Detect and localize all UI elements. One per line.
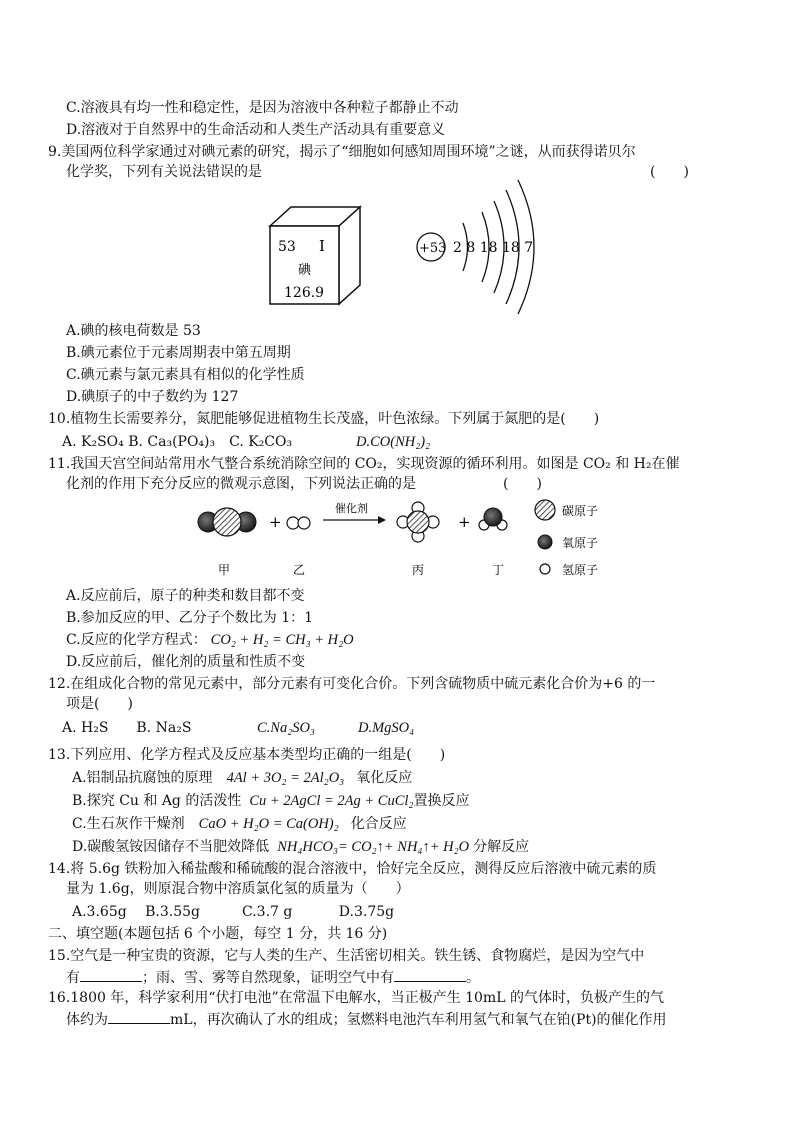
- blank-15-1[interactable]: [80, 967, 142, 982]
- question-9-stem: 9.美国两位科学家通过对碘元素的研究，揭示了“细胞如何感知周围环境”之谜，从而获得诺贝尔: [48, 144, 636, 160]
- option-q13-a: A.铝制品抗腐蚀的原理 4Al + 3O₂ = 2Al₂O₃ 氧化反应: [72, 770, 413, 786]
- legend-carbon: [535, 500, 598, 520]
- question-10-stem: 10.植物生长需要养分，氮肥能够促进植物生长茂盛，叶色浓绿。下列属于氮肥的是( ): [48, 411, 600, 427]
- question-12-stem-cont: 项是( ): [66, 696, 133, 712]
- molecule-co2: [198, 508, 256, 536]
- question-16-stem: 16.1800 年，科学家利用“伏打电池”在常温下电解水，当正极产生 10mL 的气体时，负极产生的气: [48, 990, 664, 1006]
- option-q8-d: D.溶液对于自然界中的生命活动和人类生产活动具有重要意义: [66, 122, 446, 138]
- element-name: 碘: [298, 263, 312, 278]
- equation: CO₂ + H₂ = CH₃ + H₂O: [210, 632, 354, 648]
- option-q11-a: A.反应前后，原子的种类和数目都不变: [66, 588, 305, 604]
- molecule-h2: [287, 517, 310, 529]
- question-9-stem-cont: 化学奖，下列有关说法错误的是: [66, 164, 262, 180]
- option-q8-c: C.溶液具有均一性和稳定性，是因为溶液中各种粒子都静止不动: [66, 100, 459, 116]
- catalyst-label: 催化剂: [335, 502, 368, 515]
- nucleus-charge: +53: [419, 241, 447, 256]
- option-q13-b: B.探究 Cu 和 Ag 的活泼性 Cu + 2AgCl = 2Ag + CuCl₂置换反应: [72, 793, 470, 809]
- legend-oxygen: [538, 535, 598, 550]
- options-q10: A. K₂SO₄ B. Ca₃(PO₄)₃ C. K₂CO₃: [62, 434, 293, 450]
- molecule-ch4: [397, 502, 439, 542]
- element-symbol: I: [319, 237, 325, 255]
- question-11-stem-cont: 化剂的作用下充分反应的微观示意图，下列说法正确的是: [66, 476, 416, 492]
- iodine-element-tile: [264, 203, 368, 309]
- option-q9-b: B.碘元素位于元素周期表中第五周期: [66, 345, 291, 361]
- blank-15-2[interactable]: [394, 967, 466, 982]
- label-ding: 丁: [492, 563, 505, 577]
- option-q13-d: D.碳酸氢铵因储存不当肥效降低 NH₄HCO₃= CO₂↑+ NH₄↑+ H₂O 分解反应: [72, 839, 530, 855]
- answer-paren: ( ): [650, 164, 689, 180]
- label-yi: 乙: [293, 563, 306, 577]
- question-15-stem-cont: 有 ；雨、雪、雾等自然现象，证明空气中有 。: [66, 967, 480, 987]
- question-15-stem: 15.空气是一种宝贵的资源，它与人类的生产、生活密切相关。铁生锈、食物腐烂，是因为空气中: [48, 948, 645, 964]
- svg-text:+: +: [458, 513, 471, 531]
- atomic-number: 53: [278, 239, 296, 255]
- iodine-atom-structure: [408, 176, 568, 326]
- option-q11-d: D.反应前后，催化剂的质量和性质不变: [66, 654, 306, 670]
- option-q9-c: C.碘元素与氯元素具有相似的化学性质: [66, 367, 305, 383]
- question-14-stem: 14.将 5.6g 铁粉加入稀盐酸和稀硫酸的混合溶液中，恰好完全反应，测得反应后溶液中硫元素的质: [48, 861, 657, 877]
- options-q12: A. H₂S B. Na₂S: [62, 720, 192, 736]
- option-q11-b: B.参加反应的甲、乙分子个数比为 1：1: [66, 610, 314, 626]
- electron-shells: 2 8 18 18 7: [453, 240, 534, 256]
- question-14-stem-cont: 量为 1.6g，则原混合物中溶质氯化氢的质量为（ ）: [66, 881, 410, 897]
- molecule-h2o: [479, 508, 507, 530]
- reaction-micro-diagram: [190, 498, 610, 584]
- question-16-stem-cont: 体约为 mL，再次确认了水的组成；氢燃料电池汽车利用氢气和氧气在铂(Pt)的催化作用: [66, 1009, 667, 1029]
- section-2-heading: 二、填空题(本题包括 6 个小题，每空 1 分，共 16 分): [48, 926, 388, 942]
- label-bing: 丙: [412, 563, 425, 577]
- question-11-stem: 11.我国天宫空间站常用水气整合系统消除空间的 CO₂，实现资源的循环利用。如图是 CO₂ 和 H₂在催: [48, 456, 680, 472]
- svg-text:氢原子: 氢原子: [562, 563, 599, 577]
- legend-hydrogen: [540, 563, 598, 577]
- label-jia: 甲: [218, 563, 231, 577]
- question-13-stem: 13.下列应用、化学方程式及反应基本类型均正确的一组是( ): [48, 747, 446, 763]
- option-q12-d: D.MgSO₄: [358, 720, 415, 736]
- option-q9-a: A.碘的核电荷数是 53: [66, 323, 201, 339]
- svg-text:碳原子: 碳原子: [562, 504, 599, 518]
- svg-text:+: +: [269, 513, 282, 531]
- atomic-mass: 126.9: [284, 285, 325, 301]
- question-12-stem: 12.在组成化合物的常见元素中，部分元素有可变化合价。下列含硫物质中硫元素化合价为+6 的一: [48, 676, 656, 692]
- option-q9-d: D.碘原子的中子数约为 127: [66, 389, 239, 405]
- svg-text:氧原子: 氧原子: [562, 536, 599, 550]
- option-q11-c: C.反应的化学方程式： CO₂ + H₂ = CH₃ + H₂O: [66, 632, 354, 648]
- option-q10-d: D.CO(NH₂)₂: [356, 434, 431, 450]
- options-q14: A.3.65g B.3.55g C.3.7 g D.3.75g: [72, 904, 395, 920]
- blank-16-1[interactable]: [108, 1009, 170, 1024]
- option-q12-c: C.Na₂SO₃: [257, 720, 316, 736]
- answer-paren: ( ): [503, 476, 542, 492]
- option-q13-c: C.生石灰作干燥剂 CaO + H₂O = Ca(OH)₂ 化合反应: [72, 816, 407, 832]
